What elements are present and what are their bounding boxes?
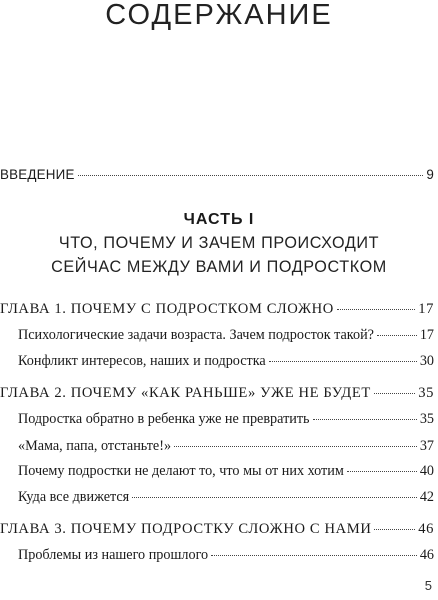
toc-section-page: 37	[419, 438, 434, 454]
toc-section-label: Подростка обратно в ребенка уже не превратить	[18, 411, 310, 427]
toc-section-page: 35	[419, 411, 434, 427]
toc-section-2-3[interactable]	[18, 462, 434, 480]
toc-section-page: 30	[419, 353, 434, 369]
dot-leader	[374, 529, 415, 530]
toc-chapter-page: 17	[418, 301, 434, 317]
dot-leader	[374, 393, 415, 394]
dot-leader	[269, 361, 417, 362]
page-title: СОДЕРЖАНИЕ	[105, 0, 333, 31]
part-title: ЧАСТЬ I	[183, 211, 255, 228]
toc-section-2-4[interactable]	[18, 488, 434, 506]
toc-section-page: 40	[419, 463, 434, 479]
toc-section-label: Почему подростки не делают то, что мы от них хотим	[18, 463, 344, 479]
toc-section-1-1[interactable]	[18, 326, 434, 344]
toc-entry-page: 9	[426, 167, 434, 182]
page-number: 5	[424, 578, 432, 593]
toc-section-label: Проблемы из нашего прошлого	[18, 547, 209, 563]
toc-section-2-2[interactable]	[18, 437, 434, 455]
part-subtitle-line-2: СЕЙЧАС МЕЖДУ ВАМИ И ПОДРОСТКОМ	[51, 258, 387, 276]
toc-section-label: Конфликт интересов, наших и подростка	[18, 353, 266, 369]
dot-leader	[174, 446, 417, 447]
dot-leader	[377, 335, 417, 336]
toc-section-label: «Мама, папа, отстаньте!»	[18, 438, 172, 454]
dot-leader	[313, 419, 417, 420]
toc-chapter-page: 46	[418, 521, 434, 537]
toc-entry-introduction[interactable]	[0, 166, 434, 184]
dot-leader	[132, 497, 417, 498]
toc-chapter-label: ГЛАВА 1. ПОЧЕМУ С ПОДРОСТКОМ СЛОЖНО	[0, 301, 334, 317]
toc-section-1-2[interactable]	[18, 352, 434, 370]
toc-section-2-1[interactable]	[18, 410, 434, 428]
toc-chapter-1[interactable]	[0, 300, 434, 318]
toc-section-page: 46	[419, 547, 434, 563]
toc-section-label: Куда все движется	[18, 489, 130, 505]
dot-leader	[347, 471, 417, 472]
dot-leader	[78, 175, 424, 176]
toc-entry-label: ВВЕДЕНИЕ	[0, 167, 75, 182]
part-subtitle-line-1: ЧТО, ПОЧЕМУ И ЗАЧЕМ ПРОИСХОДИТ	[58, 234, 380, 252]
dot-leader	[337, 309, 415, 310]
toc-section-page: 42	[419, 489, 434, 505]
toc-chapter-2[interactable]	[0, 384, 434, 402]
dot-leader	[211, 555, 417, 556]
toc-section-page: 17	[419, 327, 434, 343]
toc-chapter-page: 35	[418, 385, 434, 401]
toc-section-3-1[interactable]	[18, 546, 434, 564]
toc-chapter-3[interactable]	[0, 520, 434, 538]
toc-chapter-label: ГЛАВА 3. ПОЧЕМУ ПОДРОСТКУ СЛОЖНО С НАМИ	[0, 521, 372, 537]
toc-section-label: Психологические задачи возраста. Зачем подросток такой?	[18, 327, 374, 343]
toc-chapter-label: ГЛАВА 2. ПОЧЕМУ «КАК РАНЬШЕ» УЖЕ НЕ БУДЕТ	[0, 385, 371, 401]
